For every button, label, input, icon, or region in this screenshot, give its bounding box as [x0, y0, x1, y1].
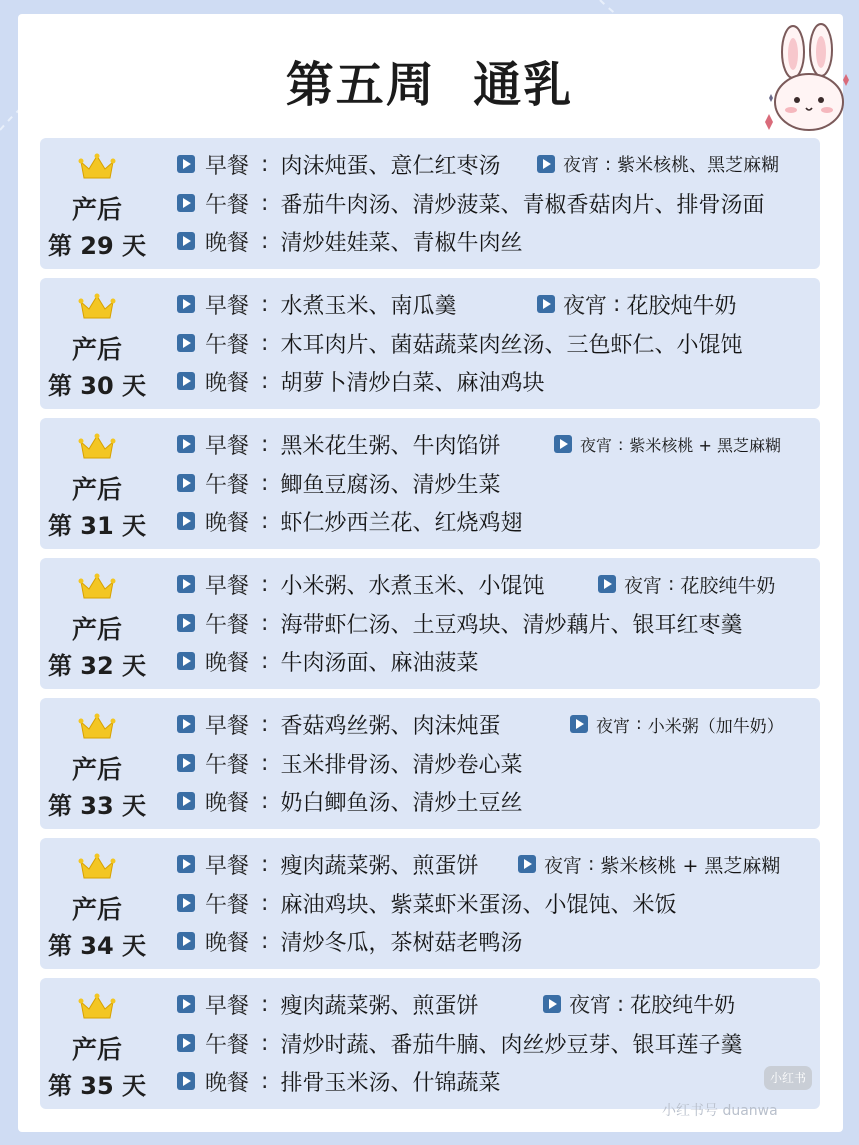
day-label	[40, 278, 154, 409]
colon: :	[261, 750, 269, 776]
colon: :	[261, 928, 269, 954]
dinner-label: 晚餐	[205, 930, 250, 956]
dinner-line	[177, 926, 522, 956]
lunch-label: 午餐	[205, 1032, 250, 1058]
crown-icon	[78, 432, 116, 462]
breakfast-label: 早餐	[205, 853, 250, 879]
play-icon	[177, 512, 195, 530]
play-icon	[177, 1072, 195, 1090]
dinner-line	[177, 786, 522, 816]
breakfast-text: 瘦肉蔬菜粥、煎蛋饼	[280, 853, 479, 879]
dinner-text: 清炒冬瓜，茶树菇老鸭汤	[280, 930, 523, 956]
breakfast-label: 早餐	[205, 433, 250, 459]
night-text: 紫米核桃、黑芝麻糊	[617, 155, 780, 176]
lunch-label: 午餐	[205, 192, 250, 218]
breakfast-text: 香菇鸡丝粥、肉沫炖蛋	[280, 713, 501, 739]
lunch-text: 番茄牛肉汤、清炒菠菜、青椒香菇肉片、排骨汤面	[280, 192, 765, 218]
breakfast-text: 小米粥、水煮玉米、小馄饨	[280, 573, 545, 599]
play-icon	[177, 1034, 195, 1052]
lunch-line	[177, 1028, 742, 1058]
day-row-30	[40, 278, 820, 409]
breakfast-label: 早餐	[205, 573, 250, 599]
night-label: 夜宵	[563, 293, 608, 319]
dinner-text: 排骨玉米汤、什锦蔬菜	[280, 1070, 501, 1096]
colon: :	[261, 368, 269, 394]
lunch-line	[177, 748, 522, 778]
night-text: 紫米核桃 + 黑芝麻糊	[629, 435, 781, 455]
play-icon	[177, 792, 195, 810]
day-label	[40, 978, 154, 1109]
night-label: 夜宵	[596, 716, 630, 737]
play-icon	[177, 652, 195, 670]
dinner-line	[177, 1066, 500, 1096]
night-label: 夜宵	[544, 854, 583, 877]
dinner-label: 晚餐	[205, 1070, 250, 1096]
play-icon	[177, 474, 195, 492]
play-icon	[177, 894, 195, 912]
colon: :	[636, 714, 642, 734]
breakfast-line	[177, 149, 500, 179]
play-icon	[177, 932, 195, 950]
colon: :	[261, 151, 269, 177]
play-icon	[537, 295, 555, 313]
dinner-line	[177, 506, 522, 536]
day-label-line2: 第 34 天	[47, 932, 147, 960]
breakfast-line	[177, 989, 478, 1019]
night-text: 紫米核桃 + 黑芝麻糊	[600, 854, 781, 877]
colon: :	[617, 992, 625, 1016]
day-label	[40, 698, 154, 829]
dinner-text: 清炒娃娃菜、青椒牛肉丝	[280, 230, 523, 256]
colon: :	[261, 890, 269, 916]
day-row-33	[40, 698, 820, 829]
night-label: 夜宵	[580, 435, 613, 455]
breakfast-text: 肉沫炖蛋、意仁红枣汤	[280, 153, 501, 179]
colon: :	[261, 991, 269, 1017]
colon: :	[668, 573, 675, 595]
breakfast-label: 早餐	[205, 713, 250, 739]
day-label-line1: 产后	[71, 475, 122, 504]
crown-icon	[78, 572, 116, 602]
dinner-text: 奶白鲫鱼汤、清炒土豆丝	[280, 790, 523, 816]
colon: :	[261, 330, 269, 356]
day-row-32	[40, 558, 820, 689]
play-icon	[177, 334, 195, 352]
dinner-label: 晚餐	[205, 230, 250, 256]
lunch-label: 午餐	[205, 332, 250, 358]
play-icon	[543, 995, 561, 1013]
lunch-text: 鲫鱼豆腐汤、清炒生菜	[280, 472, 501, 498]
play-icon	[177, 372, 195, 390]
dinner-label: 晚餐	[205, 650, 250, 676]
breakfast-text: 瘦肉蔬菜粥、煎蛋饼	[280, 993, 479, 1019]
day-label-line2: 第 33 天	[47, 792, 147, 820]
dinner-label: 晚餐	[205, 790, 250, 816]
night-label: 夜宵	[569, 993, 611, 1017]
play-icon	[518, 855, 536, 873]
crown-icon	[78, 152, 116, 182]
day-label	[40, 838, 154, 969]
day-label-line1: 产后	[71, 195, 122, 224]
breakfast-text: 水煮玉米、南瓜羹	[280, 293, 457, 319]
breakfast-label: 早餐	[205, 153, 250, 179]
day-label-line1: 产后	[71, 895, 122, 924]
day-label-line2: 第 32 天	[47, 652, 147, 680]
bunny-sticker-icon	[755, 22, 859, 142]
night-snack-line	[570, 709, 784, 739]
day-label-line1: 产后	[71, 755, 122, 784]
colon: :	[261, 610, 269, 636]
day-label-line2: 第 29 天	[47, 232, 147, 260]
lunch-text: 清炒时蔬、番茄牛腩、肉丝炒豆芽、银耳莲子羹	[280, 1032, 743, 1058]
crown-icon	[78, 852, 116, 882]
colon: :	[261, 571, 269, 597]
dinner-line	[177, 226, 522, 256]
day-row-34	[40, 838, 820, 969]
colon: :	[261, 228, 269, 254]
day-label-line2: 第 35 天	[47, 1072, 147, 1100]
lunch-label: 午餐	[205, 612, 250, 638]
play-icon	[598, 575, 616, 593]
watermark-logo: 小红书	[764, 1066, 812, 1090]
play-icon	[570, 715, 588, 733]
night-text: 花胶炖牛奶	[626, 293, 737, 319]
lunch-line	[177, 888, 676, 918]
lunch-text: 海带虾仁汤、土豆鸡块、清炒藕片、银耳红枣羹	[280, 612, 743, 638]
night-snack-line	[598, 569, 775, 599]
day-label-line1: 产后	[71, 615, 122, 644]
crown-icon	[78, 292, 116, 322]
colon: :	[588, 853, 595, 875]
lunch-line	[177, 468, 500, 498]
night-text: 小米粥（加牛奶）	[647, 716, 784, 737]
breakfast-label: 早餐	[205, 993, 250, 1019]
colon: :	[261, 1030, 269, 1056]
crown-icon	[78, 992, 116, 1022]
day-row-29	[40, 138, 820, 269]
dinner-label: 晚餐	[205, 510, 250, 536]
play-icon	[177, 194, 195, 212]
night-snack-line	[554, 429, 781, 459]
colon: :	[261, 1068, 269, 1094]
colon: :	[261, 851, 269, 877]
night-snack-line	[518, 849, 780, 879]
breakfast-line	[177, 849, 478, 879]
dinner-line	[177, 646, 478, 676]
colon: :	[261, 648, 269, 674]
watermark-account: 小红书号 duanwa	[662, 1103, 778, 1119]
night-label: 夜宵	[624, 574, 663, 597]
dinner-text: 虾仁炒西兰花、红烧鸡翅	[280, 510, 523, 536]
play-icon	[177, 435, 195, 453]
colon: :	[261, 431, 269, 457]
play-icon	[554, 435, 572, 453]
night-label: 夜宵	[563, 155, 599, 176]
dinner-text: 胡萝卜清炒白菜、麻油鸡块	[280, 370, 545, 396]
dinner-text: 牛肉汤面、麻油菠菜	[280, 650, 479, 676]
colon: :	[605, 153, 612, 175]
lunch-label: 午餐	[205, 752, 250, 778]
breakfast-line	[177, 289, 456, 319]
breakfast-text: 黑米花生粥、牛肉馅饼	[280, 433, 501, 459]
day-label-line2: 第 31 天	[47, 512, 147, 540]
breakfast-line	[177, 709, 500, 739]
lunch-line	[177, 328, 742, 358]
play-icon	[177, 575, 195, 593]
play-icon	[177, 232, 195, 250]
lunch-line	[177, 608, 742, 638]
colon: :	[261, 508, 269, 534]
day-label-line1: 产后	[71, 1035, 122, 1064]
colon: :	[261, 788, 269, 814]
night-snack-line	[543, 989, 735, 1019]
play-icon	[177, 155, 195, 173]
page-title: 第五周 通乳	[285, 57, 574, 113]
day-label	[40, 418, 154, 549]
colon: :	[261, 711, 269, 737]
colon: :	[261, 190, 269, 216]
play-icon	[177, 995, 195, 1013]
day-row-35	[40, 978, 820, 1109]
colon: :	[261, 291, 269, 317]
play-icon	[177, 754, 195, 772]
colon: :	[613, 291, 621, 317]
breakfast-line	[177, 429, 500, 459]
night-snack-line	[537, 149, 779, 179]
lunch-line	[177, 188, 764, 218]
breakfast-label: 早餐	[205, 293, 250, 319]
play-icon	[177, 295, 195, 313]
lunch-label: 午餐	[205, 892, 250, 918]
dinner-line	[177, 366, 544, 396]
lunch-text: 麻油鸡块、紫菜虾米蛋汤、小馄饨、米饭	[280, 892, 677, 918]
colon: :	[618, 434, 624, 454]
colon: :	[261, 470, 269, 496]
crown-icon	[78, 712, 116, 742]
play-icon	[177, 614, 195, 632]
day-label-line1: 产后	[71, 335, 122, 364]
lunch-text: 木耳肉片、菌菇蔬菜肉丝汤、三色虾仁、小馄饨	[280, 332, 743, 358]
night-text: 花胶纯牛奶	[630, 993, 736, 1017]
breakfast-line	[177, 569, 544, 599]
play-icon	[537, 155, 555, 173]
dinner-label: 晚餐	[205, 370, 250, 396]
day-label	[40, 558, 154, 689]
play-icon	[177, 715, 195, 733]
lunch-label: 午餐	[205, 472, 250, 498]
night-text: 花胶纯牛奶	[680, 574, 776, 597]
day-row-31	[40, 418, 820, 549]
day-label	[40, 138, 154, 269]
play-icon	[177, 855, 195, 873]
lunch-text: 玉米排骨汤、清炒卷心菜	[280, 752, 523, 778]
day-label-line2: 第 30 天	[47, 372, 147, 400]
night-snack-line	[537, 289, 736, 319]
